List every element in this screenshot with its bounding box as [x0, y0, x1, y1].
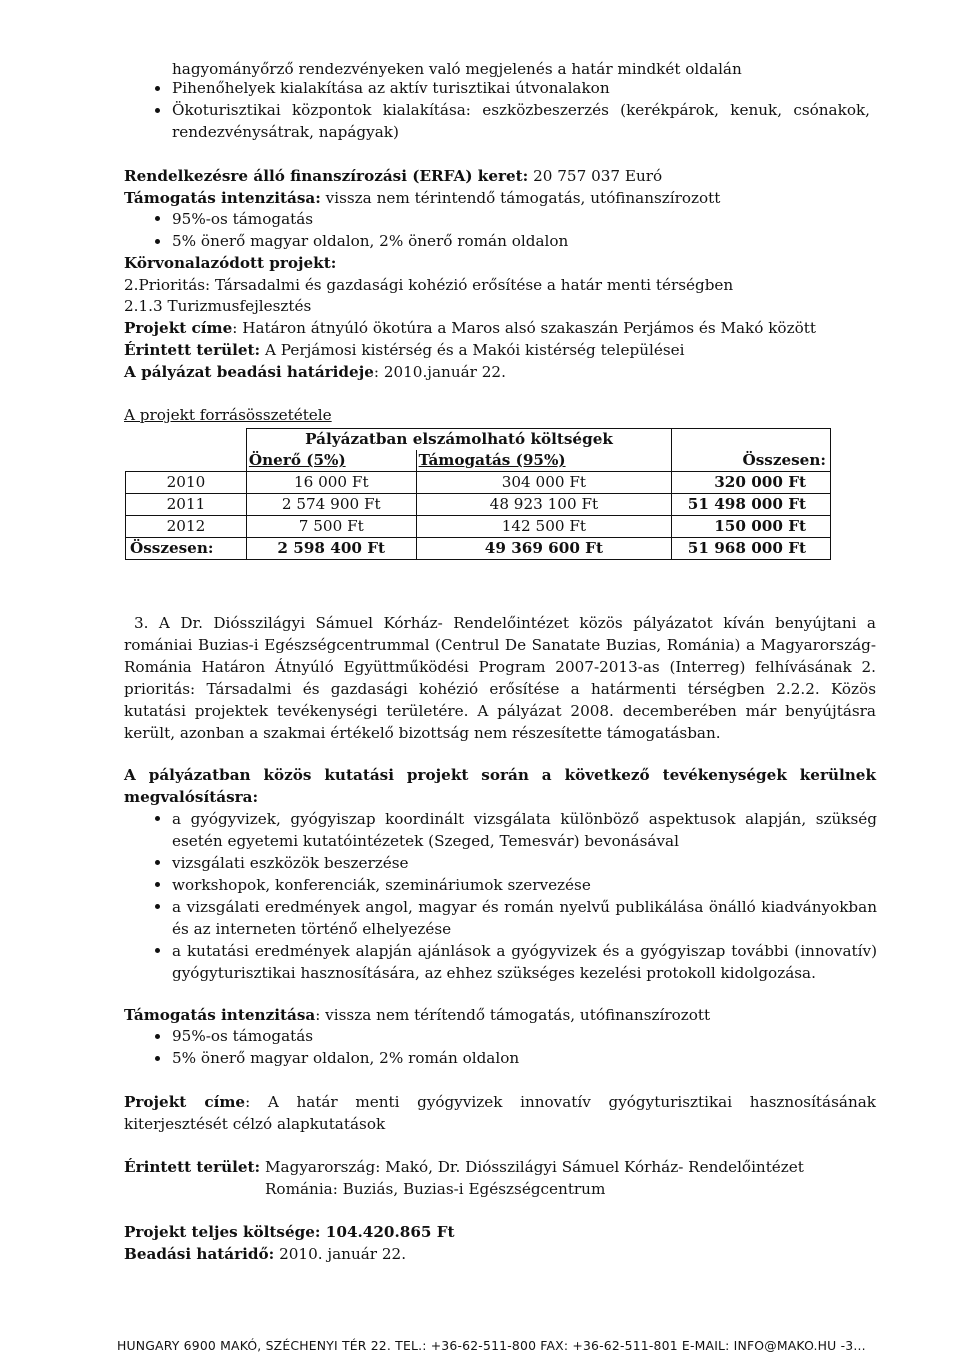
funding-line [124, 165, 662, 187]
funding-value: 20 757 037 Euró [528, 167, 663, 185]
activities-heading: A pályázatban közös kutatási projekt során a következő tevékenységek kerülnek megvalósításra: [124, 766, 876, 806]
table-row [126, 516, 831, 538]
project-cost: Projekt teljes költsége: 104.420.865 Ft [124, 1223, 455, 1241]
sum-total: 51 968 000 Ft [672, 538, 831, 560]
bullet-icon [155, 216, 160, 221]
table-cell [126, 429, 247, 451]
total-cell: 150 000 Ft [672, 516, 831, 538]
activity-item: a kutatási eredmények alapján ajánlások a gyógyvizek és a gyógyiszap további (innovatív) gyógyturisztikai hasznosítására, az ehhez szükséges kezelési protokoll kidolgozása. [172, 942, 877, 982]
project-title-label: Projekt címe [124, 1093, 246, 1111]
own-cell: 16 000 Ft [246, 472, 416, 494]
list-item: 5% önerő magyar oldalon, 2% önerő román oldalon [172, 232, 569, 250]
total-cell: 51 498 000 Ft [672, 494, 831, 516]
project-title-value: : A határ menti gyógyvizek innovatív gyógyturisztikai hasznosításának kiterjesztését célzó alapkutatások [124, 1093, 876, 1133]
list-item: 95%-os támogatás [172, 210, 314, 228]
page-footer: HUNGARY 6900 MAKÓ, SZÉCHENYI TÉR 22. TEL.: +36-62-511-800 FAX: +36-62-511-801 E-MAIL: INFO@MAKO.HU -3... [117, 1338, 866, 1353]
bullet-icon [155, 239, 160, 244]
funding-label: Rendelkezésre álló finanszírozási (ERFA) keret: [124, 167, 529, 185]
sum-label: Összesen: [126, 538, 247, 560]
sum-support: 49 369 600 Ft [416, 538, 672, 560]
total-cell: 320 000 Ft [672, 472, 831, 494]
sum-own: 2 598 400 Ft [246, 538, 416, 560]
list-item: 95%-os támogatás [172, 1027, 314, 1045]
bullet-icon [155, 904, 160, 909]
table-caption: A projekt forrásösszetétele [124, 406, 332, 424]
intensity-value: vissza nem térintendő támogatás, utófinanszírozott [320, 189, 721, 207]
col-header-support: Támogatás (95%) [416, 450, 672, 472]
table-header-row [126, 450, 831, 472]
list-item-continuation: rendezvénysátrak, napágyak) [172, 123, 399, 141]
affected-area-value: Magyarország: Makó, Dr. Diósszilágyi Sámuel Kórház- Rendelőintézet [260, 1158, 804, 1176]
activity-item: a gyógyvizek, gyógyiszap koordinált vizsgálata különböző aspektusok alapján, szükség esetén egyetemi kutatóintézetek (Szeged, Temesvár) bevonásával [172, 810, 877, 850]
table-header-row [126, 429, 831, 451]
section3-paragraph: 3. A Dr. Diósszilágyi Sámuel Kórház- Rendelőintézet közös pályázatot kíván benyújtani a romániai Buzias-i Egészségcentrummal (Centrul De Sanatate Buzias, Románia) a Magyarország-Románia Határon Átnyúló Együttműködési Program 2007-2013-as (Interreg) felhívásának 2. prioritás: Társadalmi és gazdasági kohézió erősítése a határmenti térségben 2.2.2. Közös kutatási projektek tevékenységi területére. A pályázat 2008. decemberében már benyújtásra került, azonban a szakmai értékelő bizottság nem részesítette támogatásban. [124, 614, 876, 742]
list-item: Ökoturisztikai központok kialakítása: eszközbeszerzés (kerékpárok, kenuk, csónakok, [172, 101, 870, 119]
own-cell: 2 574 900 Ft [246, 494, 416, 516]
bullet-icon [155, 882, 160, 887]
activity-item: workshopok, konferenciák, szemináriumok szervezése [172, 876, 591, 894]
affected-area-line [124, 339, 685, 361]
bullet-icon [155, 860, 160, 865]
year-cell: 2010 [126, 472, 247, 494]
year-cell: 2012 [126, 516, 247, 538]
affected-area-line-2 [124, 1156, 804, 1178]
affected-area-value: A Perjámosi kistérség és a Makói kistérség települései [260, 341, 685, 359]
bullet-icon [155, 1056, 160, 1061]
col-header-total: Összesen: [672, 450, 831, 472]
support-cell: 304 000 Ft [416, 472, 672, 494]
continuation-line: hagyományőrző rendezvényeken való megjelenés a határ mindkét oldalán [172, 60, 742, 78]
priority-line: 2.Prioritás: Társadalmi és gazdasági kohézió erősítése a határ menti térségben [124, 276, 734, 294]
table-cell [672, 429, 831, 451]
submission-deadline [124, 1243, 406, 1265]
table-row [126, 472, 831, 494]
intensity-value: : vissza nem térítendő támogatás, utófinanszírozott [315, 1006, 711, 1024]
outlined-project-label: Körvonalazódott projekt: [124, 254, 337, 272]
intensity-label: Támogatás intenzitása: [124, 189, 321, 207]
bullet-icon [155, 1034, 160, 1039]
deadline-label: A pályázat beadási határideje [124, 363, 374, 381]
bullet-icon [155, 108, 160, 113]
activity-item: vizsgálati eszközök beszerzése [172, 854, 409, 872]
bullet-icon [155, 816, 160, 821]
affected-area-label: Érintett terület: [124, 1158, 261, 1176]
project-title-value: : Határon átnyúló ökotúra a Maros alsó szakaszán Perjámos és Makó között [232, 319, 816, 337]
group-header: Pályázatban elszámolható költségek [246, 429, 671, 451]
intensity-line-2 [124, 1004, 710, 1026]
intensity-label: Támogatás intenzitása [124, 1006, 316, 1024]
project-title-2 [124, 1091, 876, 1135]
table-cell [126, 450, 247, 472]
project-title-line [124, 317, 816, 339]
deadline-value: : 2010.január 22. [373, 363, 506, 381]
measure-line: 2.1.3 Turizmusfejlesztés [124, 297, 312, 315]
affected-area-value-2: Románia: Buziás, Buzias-i Egészségcentrum [265, 1180, 606, 1198]
bullet-icon [155, 86, 160, 91]
support-cell: 142 500 Ft [416, 516, 672, 538]
intensity-line [124, 187, 720, 209]
list-item: 5% önerő magyar oldalon, 2% román oldalon [172, 1049, 520, 1067]
project-title-label: Projekt címe [124, 319, 233, 337]
col-header-own: Önerő (5%) [246, 450, 416, 472]
activity-item: a vizsgálati eredmények angol, magyar és román nyelvű publikálása önálló kiadványokban és az interneten történő elhelyezése [172, 898, 877, 938]
cost-table [125, 428, 831, 560]
table-sum-row [126, 538, 831, 560]
own-cell: 7 500 Ft [246, 516, 416, 538]
year-cell: 2011 [126, 494, 247, 516]
bullet-icon [155, 948, 160, 953]
deadline-line [124, 361, 506, 383]
list-item: Pihenőhelyek kialakítása az aktív turisztikai útvonalakon [172, 79, 610, 97]
support-cell: 48 923 100 Ft [416, 494, 672, 516]
submission-deadline-value: 2010. január 22. [274, 1245, 407, 1263]
affected-area-label: Érintett terület: [124, 341, 261, 359]
table-row [126, 494, 831, 516]
submission-deadline-label: Beadási határidő: [124, 1245, 275, 1263]
